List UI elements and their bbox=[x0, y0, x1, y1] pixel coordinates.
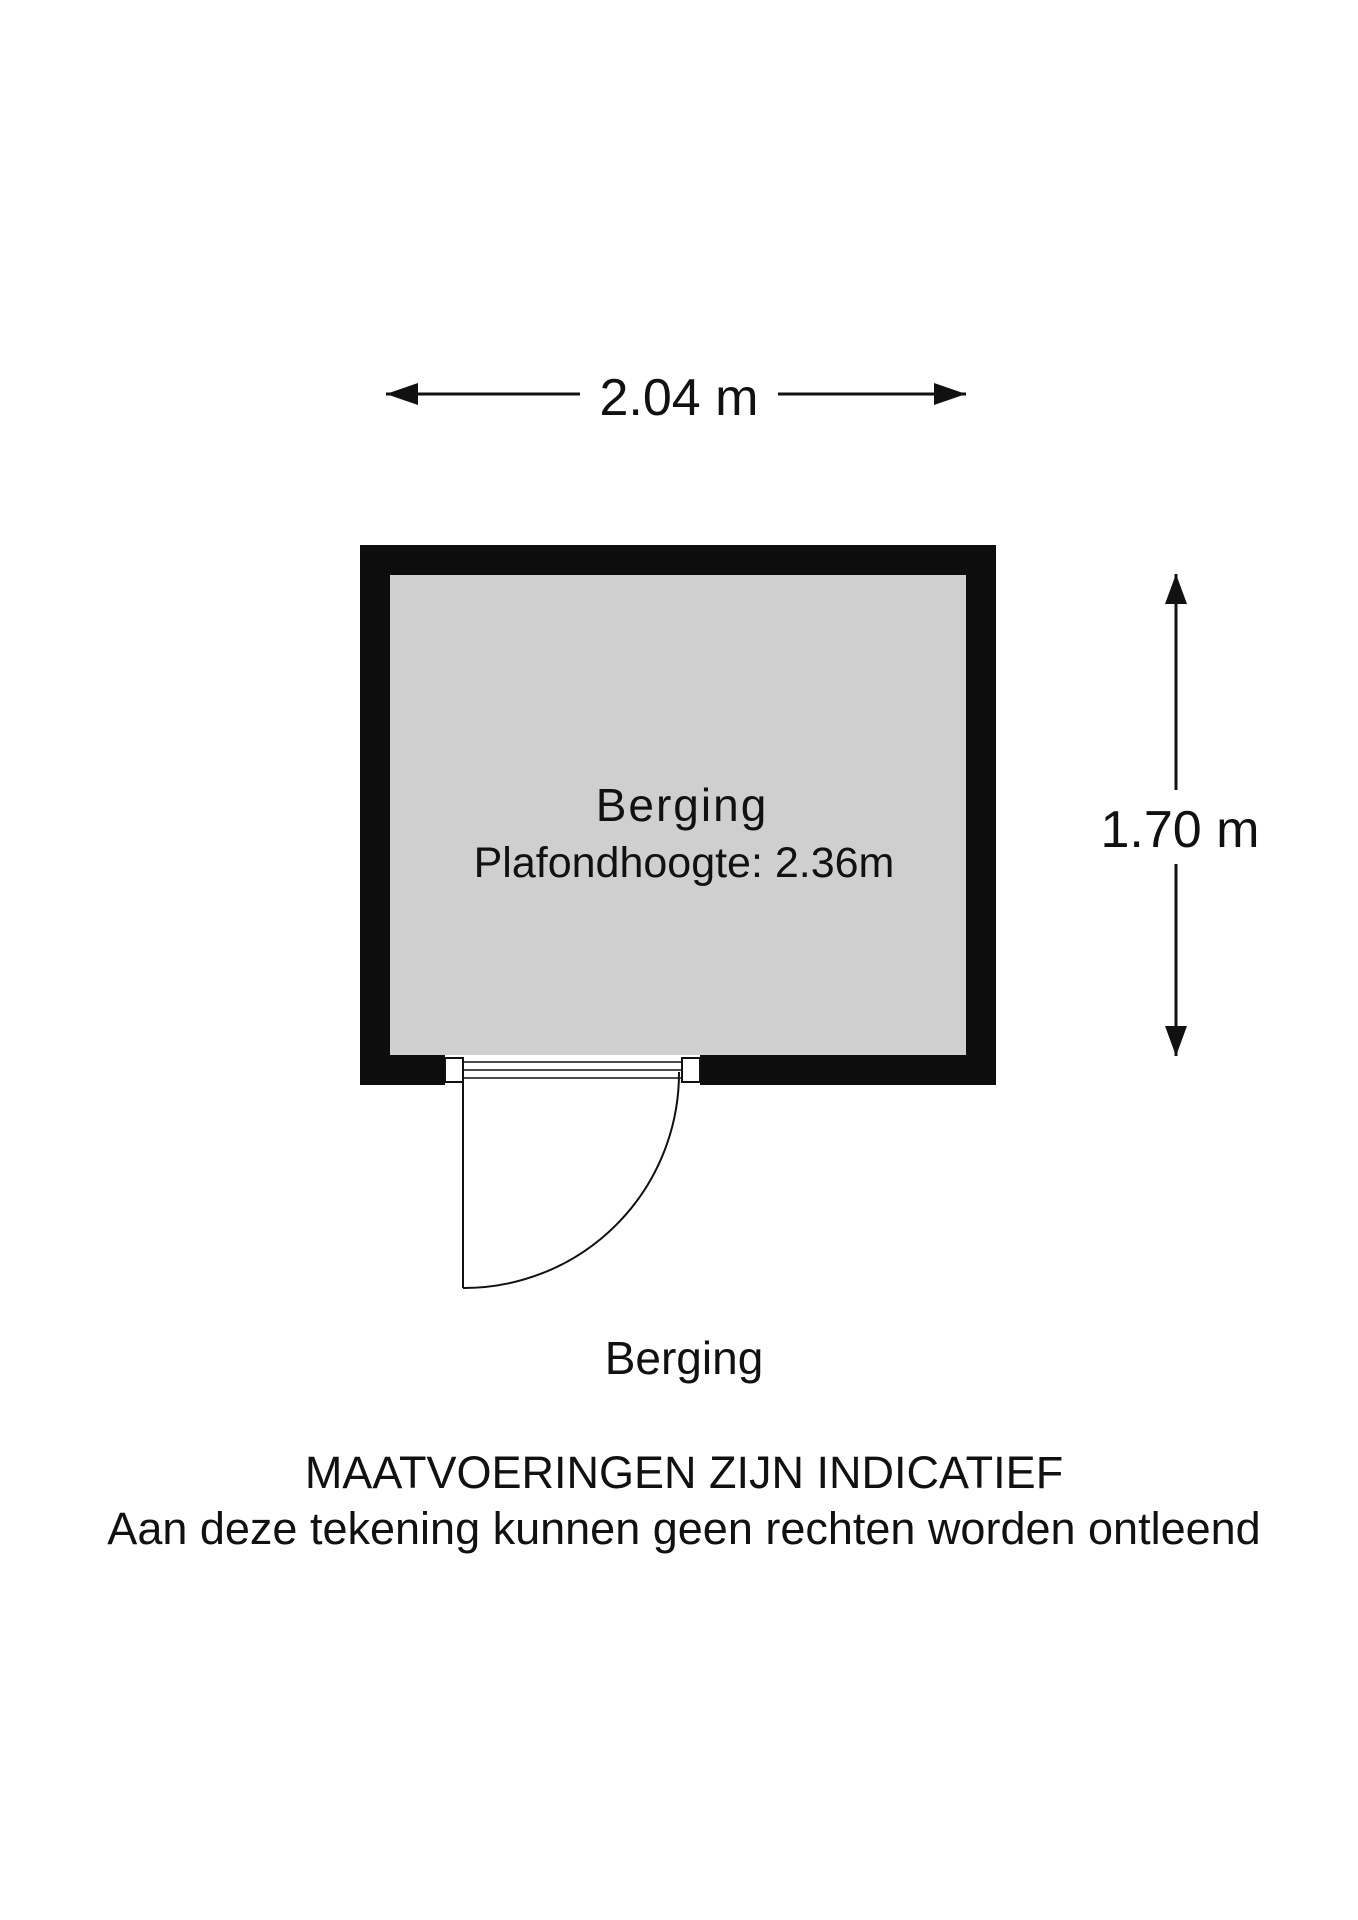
door-frame-left bbox=[445, 1058, 463, 1082]
disclaimer-text: Aan deze tekening kunnen geen rechten worden ontleend bbox=[107, 1503, 1261, 1554]
width-dimension-label: 2.04 m bbox=[586, 372, 773, 424]
floor-title: Berging bbox=[604, 1332, 764, 1384]
room-name-label: Berging bbox=[595, 779, 769, 831]
disclaimer-heading: MAATVOERINGEN ZIJN INDICATIEF bbox=[304, 1447, 1064, 1498]
door bbox=[445, 1058, 700, 1288]
height-dimension-label: 1.70 m bbox=[1097, 796, 1264, 864]
room-ceiling-height-label: Plafondhoogte: 2.36m bbox=[473, 839, 895, 887]
door-frame-right bbox=[682, 1058, 700, 1082]
door-swing-arc bbox=[463, 1072, 679, 1288]
